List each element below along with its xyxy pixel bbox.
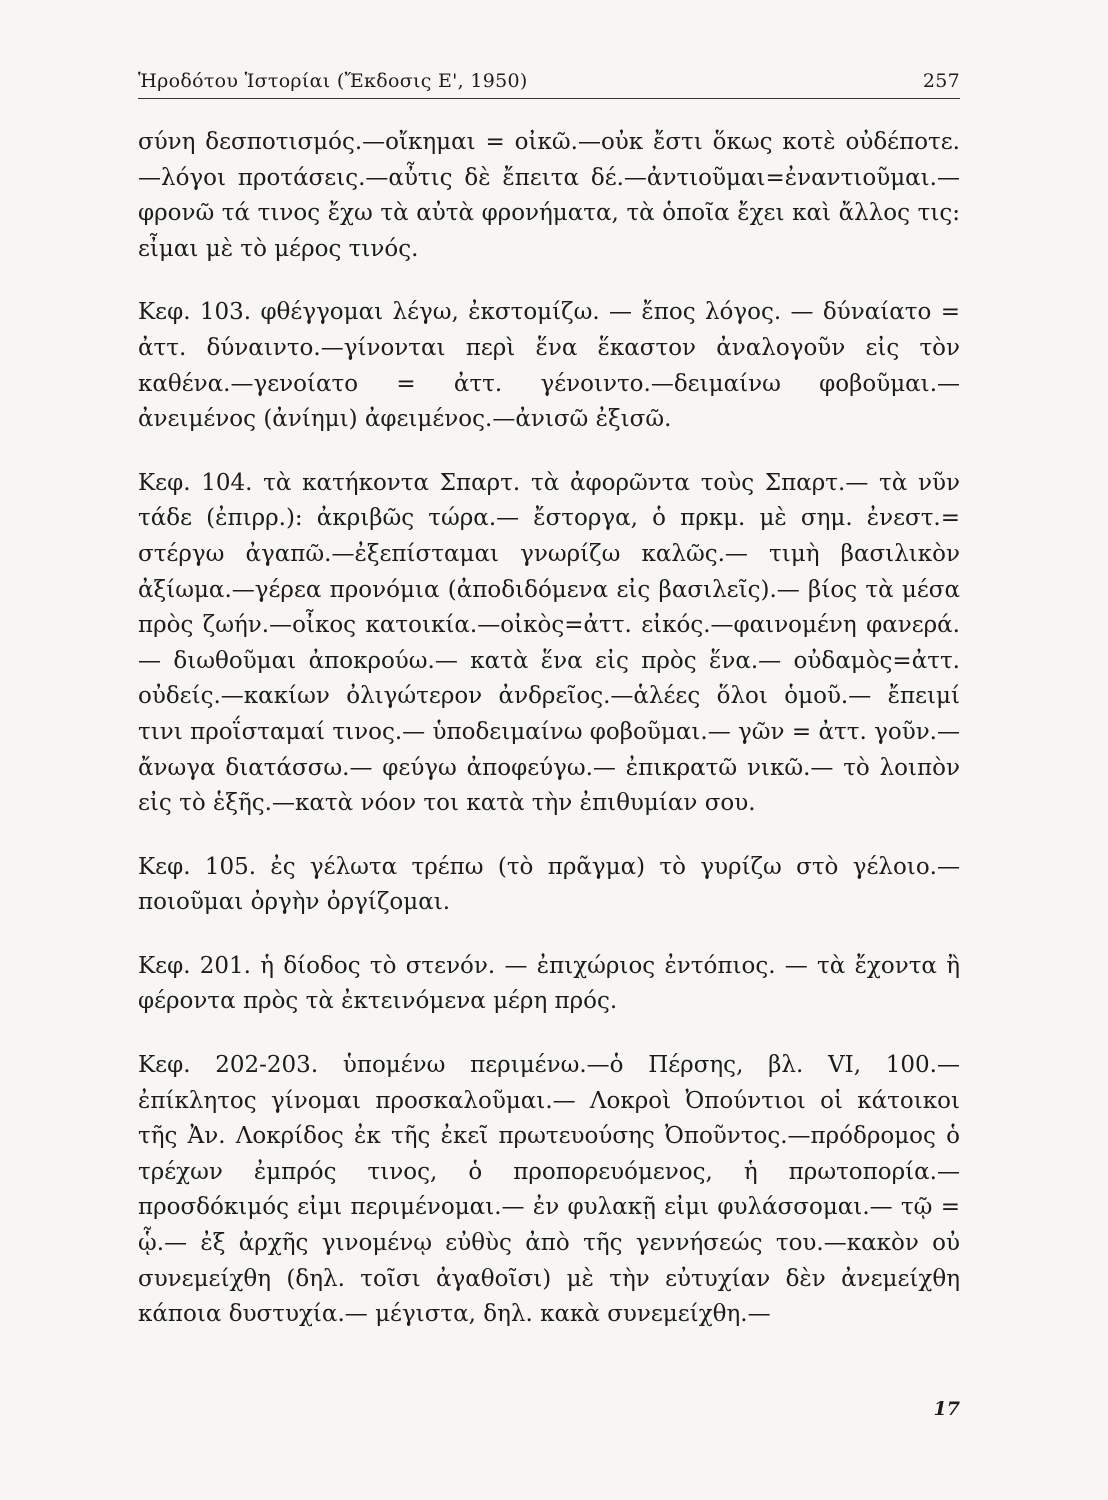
- commentary-body: [138, 125, 960, 1333]
- page-number: 257: [922, 70, 960, 92]
- running-head-title: Ἡροδότου Ἱστορίαι (Ἔκδοσις Ε', 1950): [138, 70, 528, 92]
- signature-mark: 17: [933, 1398, 960, 1420]
- paragraph-chapter-103: Κεφ. 103. φθέγγομαι λέγω, ἐκστομίζω. — ἔπος λόγος. — δύναίατο = ἀττ. δύναιντο.—γίνονται περὶ ἕνα ἕκαστον ἀναλογοῦν εἰς τὸν καθένα.—γενοίατο = ἀττ. γένοιντο.—δειμαίνω φοβοῦμαι.— ἀνειμένος (ἀνίημι) ἀφειμένος.—ἀνισῶ ἐξισῶ.: [138, 299, 960, 433]
- paragraph-chapter-201: Κεφ. 201. ἡ δίοδος τὸ στενόν. — ἐπιχώριος ἐντόπιος. — τὰ ἔχοντα ἢ φέροντα πρὸς τὰ ἐκτεινόμενα μέρη πρός.: [138, 952, 960, 1015]
- paragraph-continuation: σύνη δεσποτισμός.—οἴκημαι = οἰκῶ.—οὐκ ἔστι ὅκως κοτὲ οὐδέποτε.—λόγοι προτάσεις.—αὖτις δὲ ἔπειτα δέ.—ἀντιοῦμαι=ἐναντιοῦμαι.— φρονῶ τά τινος ἔχω τὰ αὐτὰ φρονήματα, τὰ ὁποῖα ἔχει καὶ ἄλλος τις: εἶμαι μὲ τὸ μέρος τινός.: [138, 129, 960, 262]
- paragraph-chapter-104: Κεφ. 104. τὰ κατήκοντα Σπαρτ. τὰ ἀφορῶντα τοὺς Σπαρτ.— τὰ νῦν τάδε (ἐπιρρ.): ἀκριβῶς τώρα.— ἔστοργα, ὁ πρκμ. μὲ σημ. ἐνεστ.= στέργω ἀγαπῶ.—ἐξεπίσταμαι γνωρίζω καλῶς.— τιμὴ βασιλικὸν ἀξίωμα.—γέρεα προνόμια (ἀποδιδόμενα εἰς βασιλεῖς).— βίος τὰ μέσα πρὸς ζωήν.—οἶκος κατοικία.—οἰκὸς=ἀττ. εἰκός.—φαινομένη φανερά.— διωθοῦμαι ἀποκρούω.— κατὰ ἕνα εἰς πρὸς ἕνα.— οὐδαμὸς=ἀττ. οὐδείς.—κακίων ὀλιγώτερον ἀνδρεῖος.—ἁλέες ὅλοι ὁμοῦ.— ἔπειμί τινι προΐσταμαί τινος.— ὑποδειμαίνω φοβοῦμαι.— γῶν = ἀττ. γοῦν.— ἄνωγα διατάσσω.— φεύγω ἀποφεύγω.— ἐπικρατῶ νικῶ.— τὸ λοιπὸν εἰς τὸ ἑξῆς.—κατὰ νόον τοι κατὰ τὴν ἐπιθυμίαν σου.: [138, 469, 960, 817]
- book-page: [138, 70, 960, 1420]
- paragraph-chapter-105: Κεφ. 105. ἐς γέλωτα τρέπω (τὸ πρᾶγμα) τὸ γυρίζω στὸ γέλοιο.—ποιοῦμαι ὀργὴν ὀργίζομαι.: [138, 853, 960, 916]
- running-head: [138, 70, 960, 99]
- paragraph-chapter-202-203: Κεφ. 202-203. ὑπομένω περιμένω.—ὁ Πέρσης, βλ. VI, 100.— ἐπίκλητος γίνομαι προσκαλοῦμαι.— Λοκροὶ Ὀπούντιοι οἱ κάτοικοι τῆς Ἀν. Λοκρίδος ἐκ τῆς ἐκεῖ πρωτευούσης Ὀποῦντος.—πρόδρομος ὁ τρέχων ἐμπρός τινος, ὁ προπορευόμενος, ἡ πρωτοπορία.— προσδόκιμός εἰμι περιμένομαι.— ἐν φυλακῇ εἰμι φυλάσσομαι.— τῷ = ᾧ.— ἐξ ἀρχῆς γινομένῳ εὐθὺς ἀπὸ τῆς γεννήσεώς του.—κακὸν οὐ συνεμείχθη (δηλ. τοῖσι ἀγαθοῖσι) μὲ τὴν εὐτυχίαν δὲν ἀνεμείχθη κάποια δυστυχία.— μέγιστα, δηλ. κακὰ συνεμείχθη.—: [138, 1052, 960, 1328]
